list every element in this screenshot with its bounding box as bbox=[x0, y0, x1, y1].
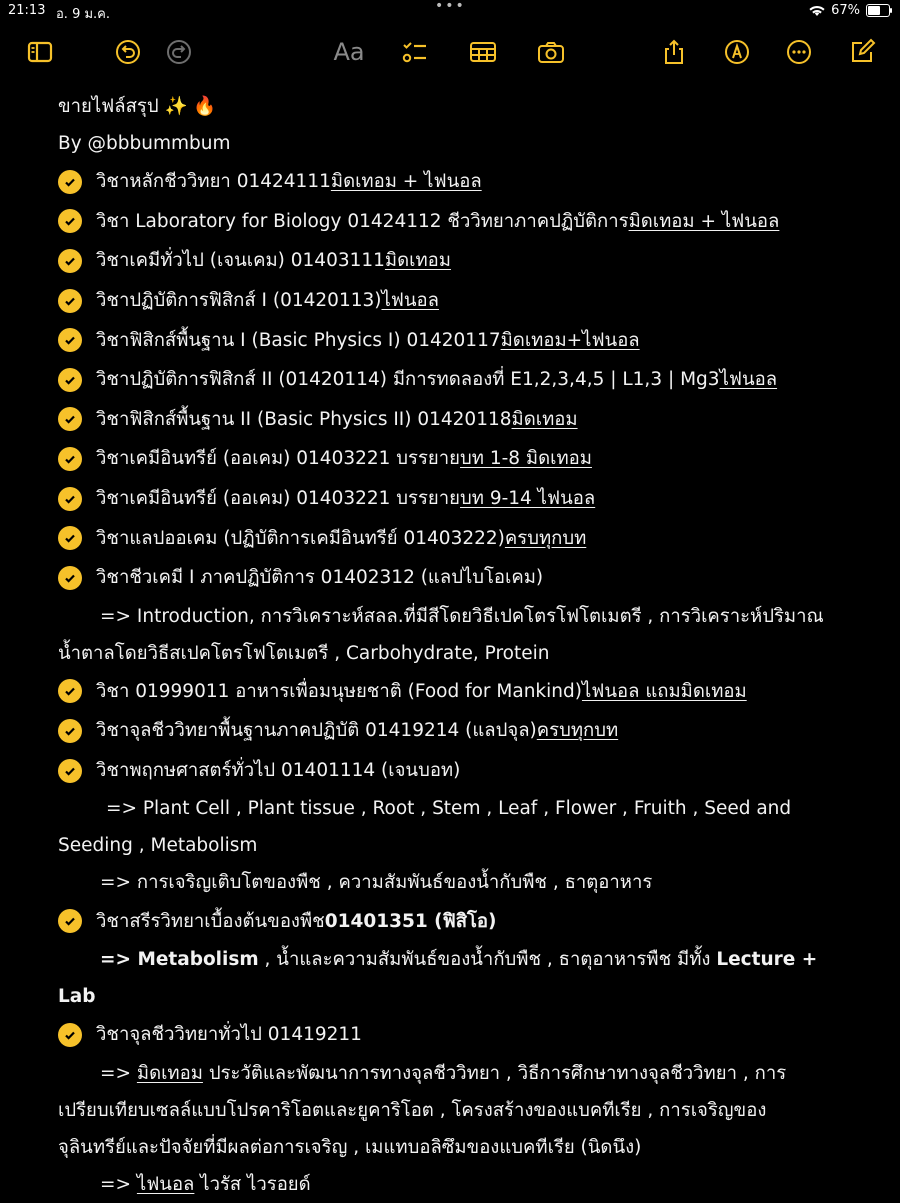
item-tag: มิดเทอม bbox=[384, 250, 451, 272]
item-text: วิชาจุลชีววิทยาพื้นฐานภาคปฏิบัติ 01419214 (แลปจุล) bbox=[96, 720, 537, 742]
note-author: By @bbbummbum bbox=[58, 133, 231, 154]
checklist-item bbox=[58, 400, 878, 440]
physio-lecture: Lecture + bbox=[716, 948, 818, 970]
botany-note-2: Seeding , Metabolism bbox=[58, 835, 258, 857]
arrow-prefix: => bbox=[100, 1062, 137, 1084]
item-tag: ครบทุกบท bbox=[504, 527, 587, 549]
item-tag: ไฟนอล bbox=[381, 290, 439, 312]
checkmark-icon[interactable] bbox=[58, 909, 82, 933]
checkmark-icon[interactable] bbox=[58, 719, 82, 743]
notes-toolbar bbox=[0, 30, 900, 72]
item-tag: มิดเทอม+ไฟนอล bbox=[500, 329, 640, 351]
checklist-icon[interactable] bbox=[399, 36, 431, 68]
checkmark-icon[interactable] bbox=[58, 249, 82, 273]
item-text: วิชาหลักชีววิทยา 01424111 bbox=[96, 171, 331, 193]
item-text: วิชาชีวเคมี I ภาคปฏิบัติการ 01402312 (แลปไบโอเคม) bbox=[96, 567, 544, 589]
multitasking-dots-icon[interactable]: ••• bbox=[435, 0, 466, 14]
checklist-item bbox=[58, 1015, 878, 1055]
checkmark-icon[interactable] bbox=[58, 328, 82, 352]
table-icon[interactable] bbox=[467, 36, 499, 68]
checklist-item bbox=[58, 672, 878, 712]
checkmark-icon[interactable] bbox=[58, 289, 82, 313]
checkmark-icon[interactable] bbox=[58, 368, 82, 392]
checkmark-icon[interactable] bbox=[58, 759, 82, 783]
botany-note-1: => Plant Cell , Plant tissue , Root , Stem , Leaf , Flower , Fruith , Seed and bbox=[106, 798, 792, 820]
checkmark-icon[interactable] bbox=[58, 209, 82, 233]
micro-final-line bbox=[58, 1166, 878, 1203]
markup-pen-icon[interactable] bbox=[721, 36, 753, 68]
sidebar-toggle-icon[interactable] bbox=[24, 36, 56, 68]
checkmark-icon[interactable] bbox=[58, 566, 82, 590]
item-tag: บท 9-14 ไฟนอล bbox=[460, 488, 596, 510]
share-icon[interactable] bbox=[658, 36, 690, 68]
checklist-item bbox=[58, 360, 878, 400]
item-text: วิชาสรีรวิทยาเบื้องต้นของพืช bbox=[96, 910, 325, 932]
checkmark-icon[interactable] bbox=[58, 487, 82, 511]
checkmark-icon[interactable] bbox=[58, 1023, 82, 1047]
physio-metabolism: => Metabolism bbox=[100, 948, 259, 970]
item-tag: บท 1-8 มิดเทอม bbox=[460, 448, 592, 470]
status-date: อ. 9 ม.ค. bbox=[56, 7, 111, 22]
item-text: วิชาเคมีทั่วไป (เจนเคม) 01403111 bbox=[96, 250, 385, 272]
item-text: วิชาฟิสิกส์พื้นฐาน I (Basic Physics I) 01420117 bbox=[96, 329, 501, 351]
more-options-icon[interactable] bbox=[783, 36, 815, 68]
micro-note-1 bbox=[58, 1055, 878, 1092]
micro-note-3: จุลินทรีย์และปัจจัยที่มีผลต่อการเจริญ , เมแทบอลิซึมของแบคทีเรีย (นิดนึง) bbox=[58, 1136, 642, 1158]
item-text: วิชาจุลชีววิทยาทั่วไป 01419211 bbox=[96, 1024, 362, 1046]
checklist-item bbox=[58, 241, 878, 281]
status-bar bbox=[0, 0, 900, 22]
checklist-item bbox=[58, 281, 878, 321]
physio-note-1 bbox=[58, 941, 878, 978]
checklist-item bbox=[58, 518, 878, 558]
text-format-button[interactable] bbox=[333, 36, 365, 68]
checklist-item bbox=[58, 320, 878, 360]
item-tag: มิดเทอม + ไฟนอล bbox=[330, 171, 482, 193]
checkmark-icon[interactable] bbox=[58, 170, 82, 194]
camera-icon[interactable] bbox=[535, 36, 567, 68]
checklist-item bbox=[58, 901, 878, 941]
biochem-note-1: => Introduction, การวิเคราะห์สลล.ที่มีสีโดยวิธีเปคโตรโฟโตเมตรี , การวิเคราะห์ปริมาณ bbox=[100, 605, 824, 627]
wifi-icon bbox=[809, 5, 825, 17]
battery-percent: 67% bbox=[831, 3, 860, 18]
checklist-item bbox=[58, 558, 878, 598]
item-text: วิชา Laboratory for Biology 01424112 ชีววิทยาภาคปฏิบัติการ bbox=[96, 210, 629, 232]
checkmark-icon[interactable] bbox=[58, 679, 82, 703]
checklist-item bbox=[58, 202, 878, 242]
text-format-label: Aa bbox=[333, 38, 365, 66]
checklist-item bbox=[58, 711, 878, 751]
physio-note-2: Lab bbox=[58, 985, 96, 1007]
checklist-item bbox=[58, 162, 878, 202]
physio-topics: , น้ำและความสัมพันธ์ของน้ำกับพืช , ธาตุอาหารพืช มีทั้ง bbox=[258, 948, 717, 970]
item-text: วิชาแลปออเคม (ปฏิบัติการเคมีอินทรีย์ 01403222) bbox=[96, 527, 505, 549]
micro-topics-1: ประวัติและพัฒนาการทางจุลชีววิทยา , วิธีการศึกษาทางจุลชีววิทยา , การ bbox=[202, 1062, 787, 1084]
item-text: วิชาฟิสิกส์พื้นฐาน II (Basic Physics II) 01420118 bbox=[96, 408, 512, 430]
checkmark-icon[interactable] bbox=[58, 407, 82, 431]
checkmark-icon[interactable] bbox=[58, 526, 82, 550]
checkmark-icon[interactable] bbox=[58, 447, 82, 471]
item-tag: ไฟนอล bbox=[719, 369, 778, 391]
item-text: วิชาพฤกษศาสตร์ทั่วไป 01401114 (เจนบอท) bbox=[96, 760, 461, 782]
micro-midterm: มิดเทอม bbox=[136, 1062, 203, 1084]
item-text: วิชาปฏิบัติการฟิสิกส์ I (01420113) bbox=[96, 290, 382, 312]
item-tag: ครบทุกบท bbox=[536, 720, 619, 742]
micro-note-2: เปรียบเทียบเซลล์แบบโปรคาริโอตและยูคาริโอต , โครงสร้างของแบคทีเรีย , การเจริญของ bbox=[58, 1099, 767, 1121]
item-tag: มิดเทอม + ไฟนอล bbox=[628, 210, 780, 232]
note-title: ขายไฟล์สรุป ✨ 🔥 bbox=[58, 96, 217, 117]
item-code: 01401351 (ฟิสิโอ) bbox=[324, 910, 497, 932]
botany-note-3: => การเจริญเติบโตของพืช , ความสัมพันธ์ของน้ำกับพืช , ธาตุอาหาร bbox=[100, 872, 653, 894]
note-body[interactable] bbox=[58, 88, 878, 1203]
item-tag: มิดเทอม bbox=[511, 408, 578, 430]
item-text: วิชาเคมีอินทรีย์ (ออเคม) 01403221 บรรยาย bbox=[96, 488, 460, 510]
status-right bbox=[809, 3, 890, 18]
item-text: วิชาเคมีอินทรีย์ (ออเคม) 01403221 บรรยาย bbox=[96, 448, 460, 470]
item-text: วิชาปฏิบัติการฟิสิกส์ II (01420114) มีการทดลองที่ E1,2,3,4,5 | L1,3 | Mg3 bbox=[96, 369, 720, 391]
checklist-item bbox=[58, 751, 878, 791]
undo-icon[interactable] bbox=[112, 36, 144, 68]
micro-final: ไฟนอล bbox=[136, 1173, 195, 1195]
status-time: 21:13 bbox=[8, 3, 46, 18]
item-tag: ไฟนอล แถมมิดเทอม bbox=[581, 680, 747, 702]
item-text: วิชา 01999011 อาหารเพื่อมนุษยชาติ (Food for Mankind) bbox=[96, 680, 582, 702]
compose-icon[interactable] bbox=[846, 36, 878, 68]
arrow-prefix: => bbox=[100, 1173, 137, 1195]
biochem-note-2: น้ำตาลโดยวิธีสเปคโตรโฟโตเมตรี , Carbohydrate, Protein bbox=[58, 642, 550, 664]
micro-final-topics: ไวรัส ไวรอยด์ bbox=[194, 1173, 311, 1195]
redo-icon[interactable] bbox=[163, 36, 195, 68]
checklist-item bbox=[58, 479, 878, 519]
battery-icon bbox=[866, 4, 890, 17]
checklist-item bbox=[58, 439, 878, 479]
